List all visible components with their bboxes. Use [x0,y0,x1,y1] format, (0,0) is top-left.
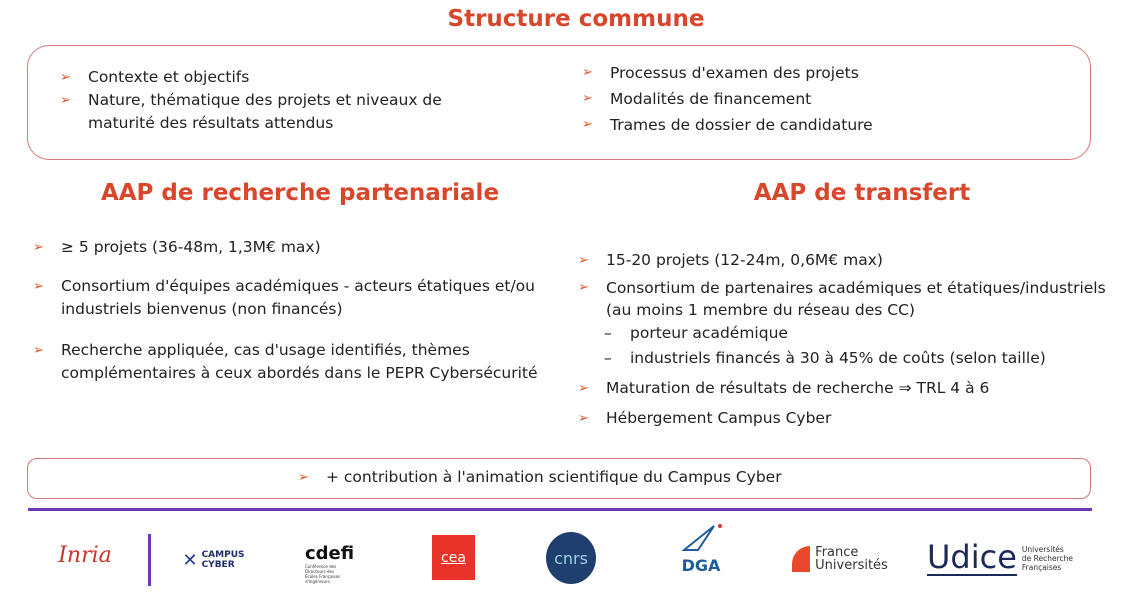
recherche-title: AAP de recherche partenariale [100,180,500,206]
transfert-title: AAP de transfert [753,180,971,206]
sub-item: – industriels financés à 30 à 45% de coûts (selon taille) [578,346,1132,371]
sub-item: – porteur académique [578,321,1132,346]
arrow-bullet-icon: ➢ [33,240,44,255]
dash-icon: – [604,324,612,342]
page-title: Structure commune [447,6,705,32]
udice-logo: Udice Universités de Recherche Françaises [926,538,1074,576]
arrow-bullet-icon: ➢ [578,381,589,396]
list-item: ➢ Trames de dossier de candidature [582,112,1062,138]
list-item: ➢ Hébergement Campus Cyber [578,406,1132,431]
campus-cyber-logo: ✕ CAMPUS CYBER [182,549,245,571]
arrow-bullet-icon: ➢ [582,91,593,106]
list-item: ➢ Consortium de partenaires académiques et étatiques/industriels (au moins 1 membre du réseau des CC) [578,279,1106,319]
logo-separator [148,534,151,586]
common-right-list [582,60,1062,138]
transfert-list [578,248,1132,431]
list-item: ➢ Nature, thématique des projets et niveaux de maturité des résultats attendus [60,91,442,132]
cea-logo: cea [432,535,475,580]
arrow-bullet-icon: ➢ [33,343,44,358]
common-left-list [60,66,480,135]
list-item: ➢ Recherche appliquée, cas d'usage identifiés, thèmes complémentaires à ceux abordés dans le PEPR Cybersécurité [33,341,538,382]
arrow-bullet-icon: ➢ [578,411,589,426]
france-universites-logo: France Universités [785,543,895,575]
arrow-bullet-icon: ➢ [582,117,593,132]
recherche-list [33,236,553,385]
dga-emblem-icon [674,522,728,552]
cdefi-logo: cdefi Conférence des Directeurs des Écoles Françaises d'Ingénieurs [305,543,355,584]
arrow-bullet-icon: ➢ [60,93,71,108]
dash-icon: – [604,349,612,367]
list-item: ➢ Contexte et objectifs [60,66,480,89]
list-item: ➢ Consortium d'équipes académiques - acteurs étatiques et/ou industriels bienvenus (non financés) [33,277,535,318]
inria-logo: Inria [58,542,112,568]
arrow-bullet-icon: ➢ [60,70,71,85]
divider [28,508,1092,511]
list-item: ➢ ≥ 5 projets (36-48m, 1,3M€ max) [33,236,553,259]
campus-cyber-icon: ✕ [182,549,198,571]
list-item: ➢ 15-20 projets (12-24m, 0,6M€ max) [578,248,1132,273]
arrow-bullet-icon: ➢ [582,65,593,80]
list-item: ➢ Modalités de financement [582,86,1062,112]
france-universites-icon [792,546,810,572]
list-item: ➢ Processus d'examen des projets [582,60,1062,86]
arrow-bullet-icon: ➢ [33,279,44,294]
arrow-bullet-icon: ➢ [578,253,589,268]
arrow-bullet-icon: ➢ [298,470,309,485]
arrow-bullet-icon: ➢ [578,280,589,295]
list-item: ➢ Maturation de résultats de recherche ⇒ TRL 4 à 6 [578,376,1132,401]
footer-note: ➢ + contribution à l'animation scientifique du Campus Cyber [298,466,898,489]
dga-logo: DGA [674,522,728,572]
cnrs-logo: cnrs [546,532,596,584]
